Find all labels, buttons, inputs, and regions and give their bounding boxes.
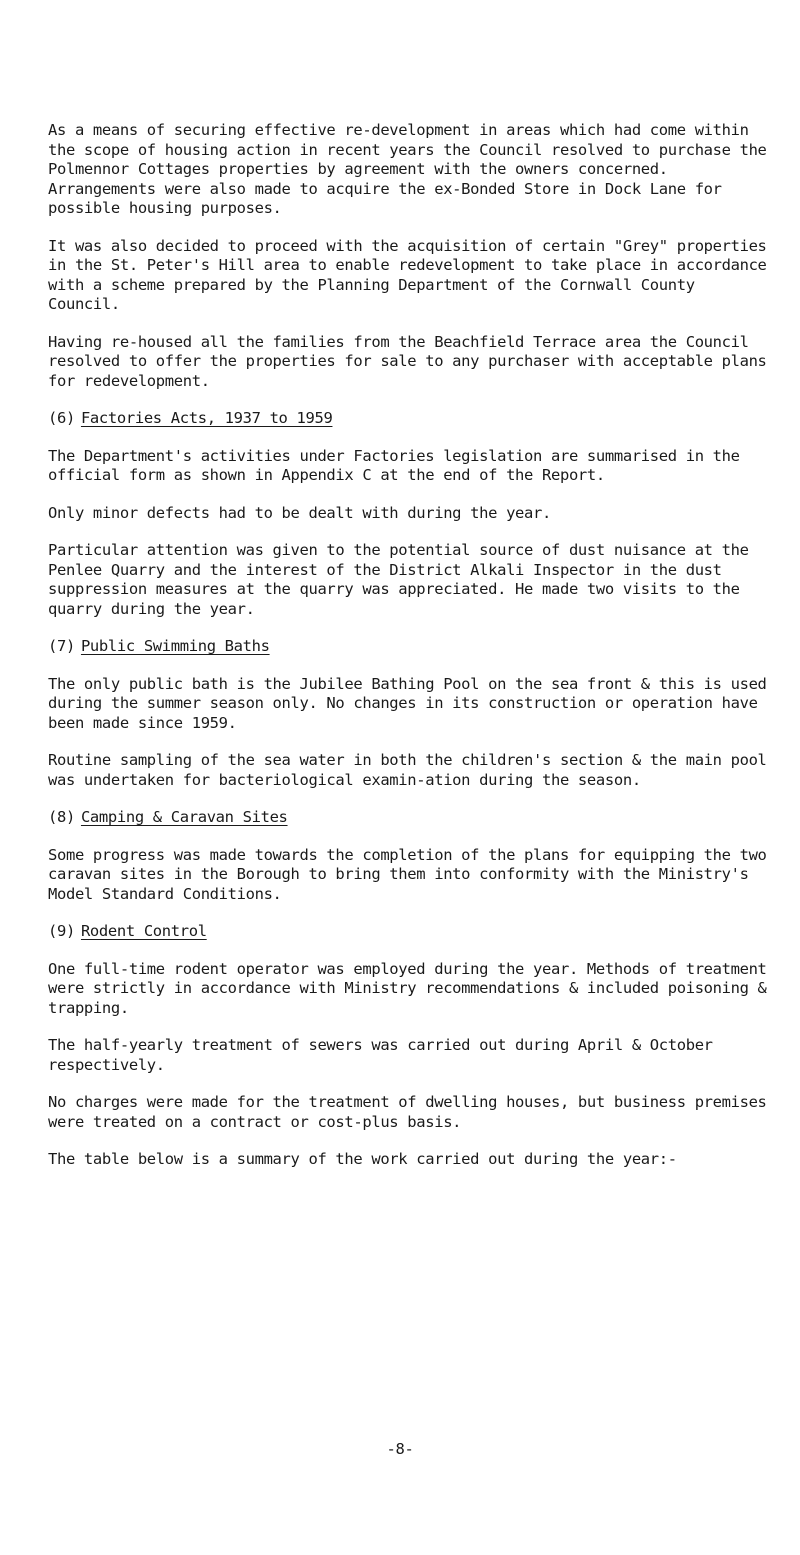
paragraph-baths-1: The only public bath is the Jubilee Bathing Pool on the sea front & this is used during the summer season only. No changes in its construction or operation have been made since 1959. <box>48 674 767 732</box>
paragraph-redevelopment: As a means of securing effective re-development in areas which had come within the scope of housing action in recent years the Council resolved to purchase the Polmennor Cottages properties by agreement with the owners concerned. Arrangements were also made to acquire the ex-Bonded Store in Dock Lane for possible housing purposes. <box>48 121 767 217</box>
section-number: (8) <box>48 808 75 826</box>
section-title: Camping & Caravan Sites <box>80 808 288 826</box>
paragraph-baths-2: Routine sampling of the sea water in both the children's section & the main pool was undertaken for bacteriological examin-ation during the season. <box>48 751 767 789</box>
section-title: Public Swimming Baths <box>80 637 270 655</box>
section-heading-camping <box>48 808 773 828</box>
page-number: -8- <box>386 1440 414 1458</box>
paragraph-rodent-3: No charges were made for the treatment of dwelling houses, but business premises were treated on a contract or cost-plus basis. <box>48 1093 767 1131</box>
paragraph-factories-2: Only minor defects had to be dealt with during the year. <box>48 503 551 522</box>
section-heading-swimming-baths <box>48 637 773 657</box>
section-title: Factories Acts, 1937 to 1959 <box>80 409 333 427</box>
section-heading-factories <box>48 409 773 429</box>
paragraph-beachfield: Having re-housed all the families from the Beachfield Terrace area the Council resolved to offer the properties for sale to any purchaser with acceptable plans for redevelopment. <box>48 332 767 390</box>
paragraph-rodent-2: The half-yearly treatment of sewers was carried out during April & October respectively. <box>48 1036 713 1074</box>
section-number: (9) <box>48 922 75 940</box>
section-title: Rodent Control <box>80 922 207 940</box>
paragraph-factories-3: Particular attention was given to the potential source of dust nuisance at the Penlee Quarry and the interest of the District Alkali Inspector in the dust suppression measures at the quarry was appreciated. He made two visits to the quarry during the year. <box>48 541 749 618</box>
section-number: (6) <box>48 409 75 427</box>
paragraph-rodent-1: One full-time rodent operator was employed during the year. Methods of treatment were strictly in accordance with Ministry recommendations & included poisoning & trapping. <box>48 959 767 1017</box>
section-heading-rodent-control <box>48 922 773 942</box>
paragraph-rodent-4: The table below is a summary of the work carried out during the year:- <box>48 1150 677 1168</box>
page-body <box>48 121 773 1170</box>
section-number: (7) <box>48 637 75 655</box>
paragraph-camping-1: Some progress was made towards the completion of the plans for equipping the two caravan sites in the Borough to bring them into conformity with the Ministry's Model Standard Conditions. <box>48 845 767 903</box>
paragraph-factories-1: The Department's activities under Factories legislation are summarised in the official form as shown in Appendix C at the end of the Report. <box>48 446 740 484</box>
paragraph-grey-properties: It was also decided to proceed with the acquisition of certain "Grey" properties in the St. Peter's Hill area to enable redevelopment to take place in accordance with a scheme prepared by the Planning Department of the Cornwall County Council. <box>48 236 767 313</box>
